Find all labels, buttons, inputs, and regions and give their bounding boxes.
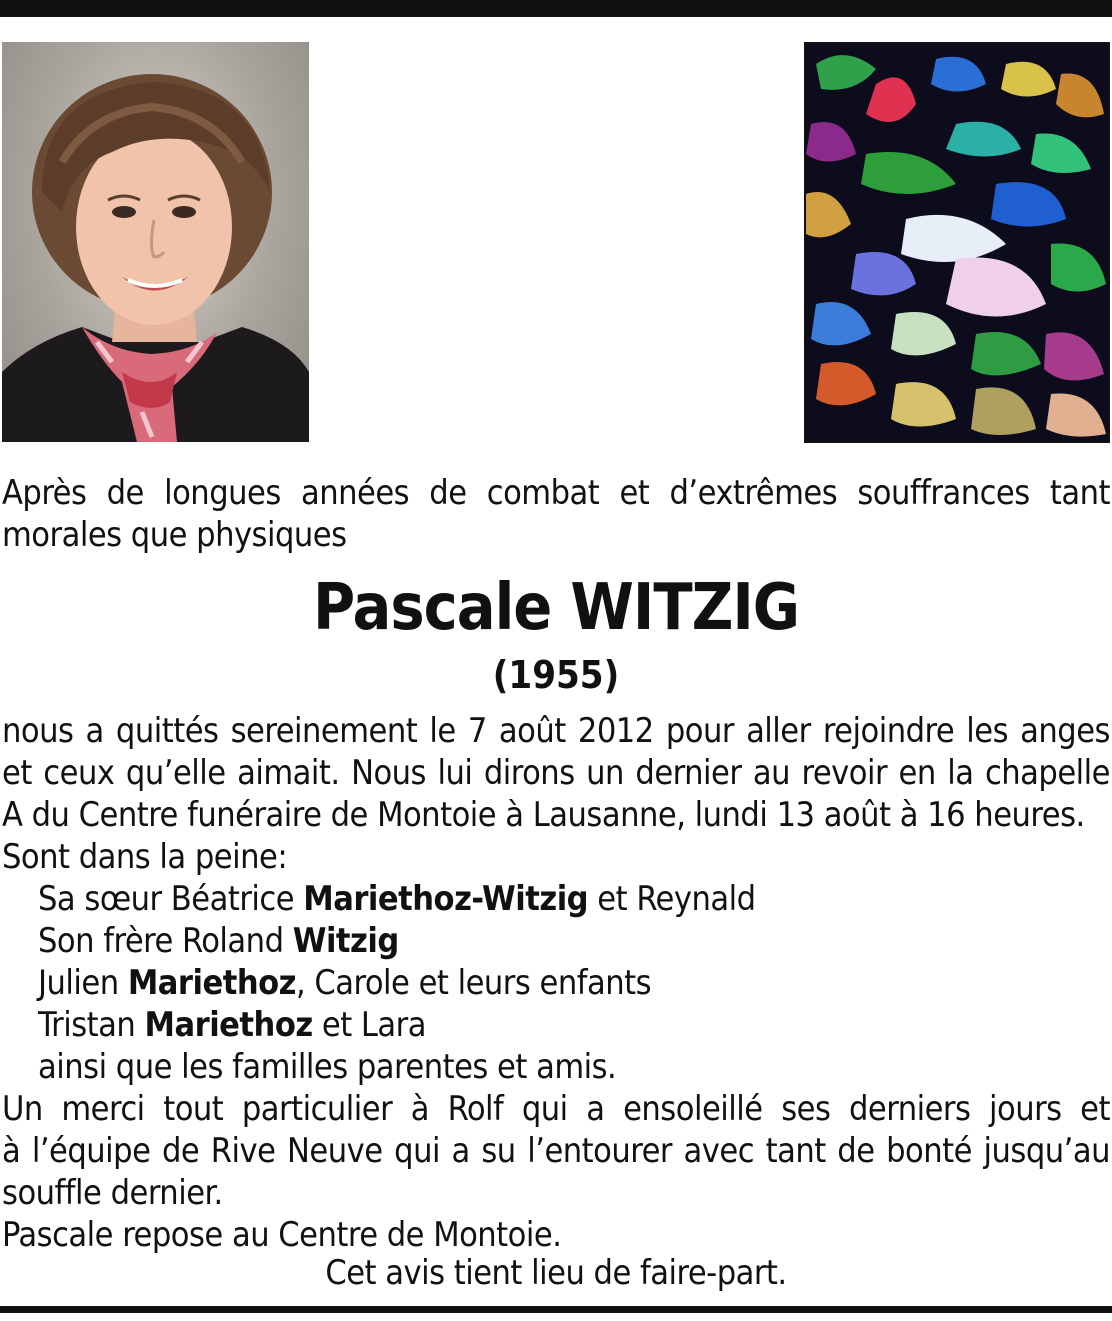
repose-line: Pascale repose au Centre de Montoie. (2, 1215, 562, 1255)
bottom-rule (0, 1306, 1112, 1313)
announcement-body (2, 710, 1110, 1256)
family-line: Julien Mariethoz, Carole et leurs enfants (38, 963, 652, 1003)
intro-text: Après de longues années de combat et d’extrêmes souffrances tant morales que physiques (2, 473, 1110, 555)
body-line: Sont dans la peine: (2, 837, 288, 877)
body-line: et ceux qu’elle aimait. Nous lui dirons un dernier au revoir en la chapelle (2, 753, 1110, 793)
family-line: Sa sœur Béatrice Mariethoz-Witzig et Reynald (38, 879, 756, 919)
family-line: Tristan Mariethoz et Lara (38, 1005, 426, 1045)
abstract-painting (804, 42, 1110, 443)
family-line: Son frère Roland Witzig (38, 921, 399, 961)
birth-year: (1955) (492, 653, 620, 697)
deceased-name: Pascale WITZIG (313, 571, 799, 645)
thanks-line: à l’équipe de Rive Neuve qui a su l’entourer avec tant de bonté jusqu’au (2, 1131, 1110, 1171)
body-line: A du Centre funéraire de Montoie à Lausanne, lundi 13 août à 16 heures. (2, 795, 1085, 835)
thanks-line: Un merci tout particulier à Rolf qui a ensoleillé ses derniers jours et (2, 1089, 1110, 1129)
portrait-photo (2, 42, 309, 442)
top-rule (0, 0, 1112, 17)
body-line: nous a quittés sereinement le 7 août 2012 pour aller rejoindre les anges (2, 711, 1110, 751)
thanks-line: souffle dernier. (2, 1173, 223, 1213)
family-line: ainsi que les familles parentes et amis. (38, 1047, 617, 1087)
closing-note: Cet avis tient lieu de faire-part. (325, 1253, 787, 1293)
